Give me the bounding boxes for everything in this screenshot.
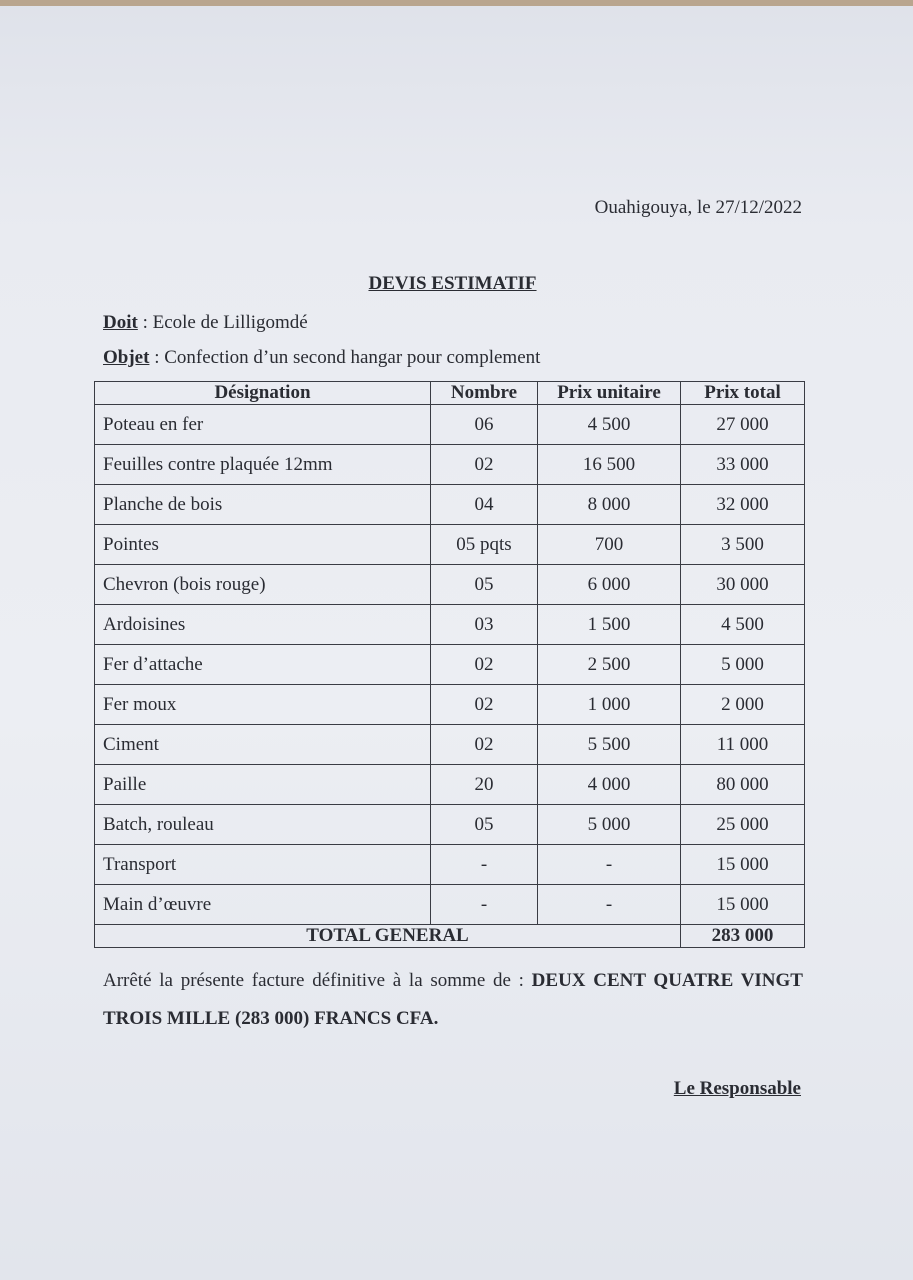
table-row — [95, 685, 805, 725]
page-edge — [0, 0, 913, 6]
cell-nombre: 03 — [431, 605, 538, 645]
cell-designation: Transport — [95, 845, 431, 885]
signature-label: Le Responsable — [673, 1078, 801, 1099]
cell-prix-total: 5 000 — [681, 645, 805, 685]
amount-statement — [103, 962, 803, 1038]
table-row — [95, 605, 805, 645]
cell-prix-total: 25 000 — [681, 805, 805, 845]
cell-prix-unitaire: 1 000 — [538, 685, 681, 725]
objet-label: Objet — [103, 347, 150, 368]
table-row — [95, 485, 805, 525]
total-row — [95, 925, 805, 948]
cell-prix-unitaire: 700 — [538, 525, 681, 565]
header-designation: Désignation — [95, 382, 431, 405]
cell-nombre: 06 — [431, 405, 538, 445]
cell-prix-unitaire: 1 500 — [538, 605, 681, 645]
cell-prix-total: 3 500 — [681, 525, 805, 565]
cell-nombre: - — [431, 885, 538, 925]
cell-prix-total: 80 000 — [681, 765, 805, 805]
cell-designation: Ciment — [95, 725, 431, 765]
cell-prix-total: 32 000 — [681, 485, 805, 525]
statement-prefix: Arrêté la présente facture définitive à la somme de : — [103, 970, 524, 991]
cell-designation: Poteau en fer — [95, 405, 431, 445]
cell-nombre: 05 pqts — [431, 525, 538, 565]
cell-nombre: - — [431, 845, 538, 885]
cell-designation: Ardoisines — [95, 605, 431, 645]
cell-prix-unitaire: 16 500 — [538, 445, 681, 485]
statement-amount: DEUX CENT QUATRE VINGT TROIS MILLE (283 000) FRANCS CFA. — [103, 970, 803, 1029]
table-row — [95, 645, 805, 685]
cell-designation: Chevron (bois rouge) — [95, 565, 431, 605]
cell-nombre: 05 — [431, 565, 538, 605]
table-header-row — [95, 382, 805, 405]
cell-prix-unitaire: 5 500 — [538, 725, 681, 765]
estimate-table — [94, 381, 805, 948]
header-nombre: Nombre — [431, 382, 538, 405]
doit-line — [103, 312, 308, 334]
cell-nombre: 02 — [431, 445, 538, 485]
doit-label: Doit — [103, 312, 138, 333]
cell-prix-unitaire: 8 000 — [538, 485, 681, 525]
objet-value: : Confection d’un second hangar pour complement — [149, 347, 541, 368]
cell-nombre: 02 — [431, 645, 538, 685]
date-line: Ouahigouya, le 27/12/2022 — [594, 197, 802, 218]
cell-prix-unitaire: 4 000 — [538, 765, 681, 805]
cell-prix-unitaire: 5 000 — [538, 805, 681, 845]
cell-designation: Feuilles contre plaquée 12mm — [95, 445, 431, 485]
cell-designation: Batch, rouleau — [95, 805, 431, 845]
table-row — [95, 765, 805, 805]
cell-designation: Main d’œuvre — [95, 885, 431, 925]
cell-nombre: 02 — [431, 725, 538, 765]
cell-prix-unitaire: 2 500 — [538, 645, 681, 685]
cell-nombre: 20 — [431, 765, 538, 805]
cell-prix-total: 27 000 — [681, 405, 805, 445]
cell-designation: Fer d’attache — [95, 645, 431, 685]
objet-line — [103, 347, 540, 369]
cell-prix-total: 30 000 — [681, 565, 805, 605]
header-prix-total: Prix total — [681, 382, 805, 405]
cell-designation: Pointes — [95, 525, 431, 565]
cell-prix-total: 15 000 — [681, 885, 805, 925]
table-row — [95, 805, 805, 845]
cell-prix-total: 33 000 — [681, 445, 805, 485]
cell-prix-total: 4 500 — [681, 605, 805, 645]
cell-prix-unitaire: - — [538, 845, 681, 885]
cell-nombre: 05 — [431, 805, 538, 845]
total-label: TOTAL GENERAL — [95, 925, 681, 948]
document-title: DEVIS ESTIMATIF — [368, 273, 537, 294]
cell-prix-total: 11 000 — [681, 725, 805, 765]
cell-prix-unitaire: - — [538, 885, 681, 925]
cell-nombre: 04 — [431, 485, 538, 525]
table-row — [95, 565, 805, 605]
table-row — [95, 445, 805, 485]
table-row — [95, 525, 805, 565]
cell-prix-total: 2 000 — [681, 685, 805, 725]
table-row — [95, 725, 805, 765]
cell-designation: Paille — [95, 765, 431, 805]
cell-nombre: 02 — [431, 685, 538, 725]
table-row — [95, 885, 805, 925]
cell-prix-unitaire: 6 000 — [538, 565, 681, 605]
cell-prix-unitaire: 4 500 — [538, 405, 681, 445]
header-prix-unitaire: Prix unitaire — [538, 382, 681, 405]
cell-prix-total: 15 000 — [681, 845, 805, 885]
cell-designation: Fer moux — [95, 685, 431, 725]
table-row — [95, 845, 805, 885]
doit-value: : Ecole de Lilligomdé — [137, 312, 308, 333]
total-value: 283 000 — [681, 925, 805, 948]
table-row — [95, 405, 805, 445]
cell-designation: Planche de bois — [95, 485, 431, 525]
